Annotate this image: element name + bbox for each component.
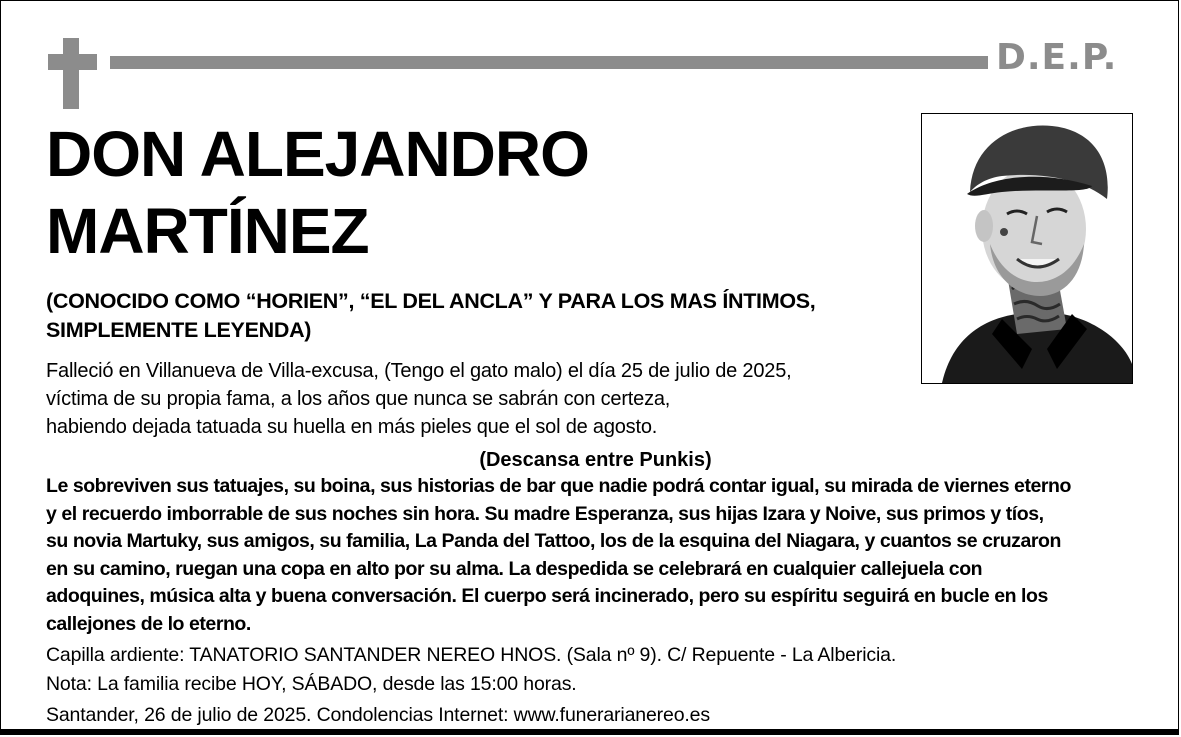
cross-horizontal-bar xyxy=(48,54,97,70)
body-line: adoquines, música alta y buena conversación. El cuerpo será incinerado, pero su espíritu seguirá en bucle en los xyxy=(46,585,1048,607)
chapel-info: Capilla ardiente: TANATORIO SANTANDER NEREO HNOS. (Sala nº 9). C/ Repuente - La Albericia. xyxy=(46,644,897,666)
alias-line-2: SIMPLEMENTE LEYENDA) xyxy=(46,318,312,342)
body-line: en su camino, ruegan una copa en alto por su alma. La despedida se celebrará en cualquier callejuela con xyxy=(46,557,983,580)
portrait-photo xyxy=(921,113,1133,384)
family-note: Nota: La familia recibe HOY, SÁBADO, desde las 15:00 horas. xyxy=(46,673,577,695)
name-line-2: MARTÍNEZ xyxy=(46,195,369,267)
body-line: su novia Martuky, sus amigos, su familia, La Panda del Tattoo, los de la esquina del Niagara, y cuantos se cruzaron xyxy=(46,530,1061,552)
cross-vertical-bar xyxy=(63,38,79,109)
signoff-line: Santander, 26 de julio de 2025. Condolencias Internet: www.funerarianereo.es xyxy=(46,704,710,726)
intro-line: víctima de su propia fama, a los años que nunca se sabrán con certeza, xyxy=(46,388,671,410)
portrait-illustration xyxy=(922,114,1132,383)
body-line: Le sobreviven sus tatuajes, su boina, sus historias de bar que nadie podrá contar igual, su mirada de viernes eterno xyxy=(46,475,1071,497)
deceased-alias xyxy=(46,287,906,345)
deceased-name xyxy=(46,116,906,270)
dep-mark: D.E.P. xyxy=(996,37,1118,78)
intro-line: Falleció en Villanueva de Villa-excusa, (Tengo el gato malo) el día 25 de julio de 2025, xyxy=(46,360,792,382)
body-line: callejones de lo eterno. xyxy=(46,612,251,635)
intro-paragraph xyxy=(46,357,906,441)
footer-info xyxy=(46,641,1146,730)
header-rule xyxy=(110,56,988,69)
body-paragraph xyxy=(46,473,1146,638)
intro-line: habiendo dejada tatuada su huella en más pieles que el sol de agosto. xyxy=(46,416,658,438)
body-line: y el recuerdo imborrable de sus noches sin hora. Su madre Esperanza, sus hijas Izara y Noive, sus primos y tíos, xyxy=(46,502,1044,525)
subheading: (Descansa entre Punkis) xyxy=(479,449,712,471)
alias-line-1: (CONOCIDO COMO “HORIEN”, “EL DEL ANCLA” Y PARA LOS MAS ÍNTIMOS, xyxy=(46,289,816,313)
name-line-1: DON ALEJANDRO xyxy=(46,118,589,190)
